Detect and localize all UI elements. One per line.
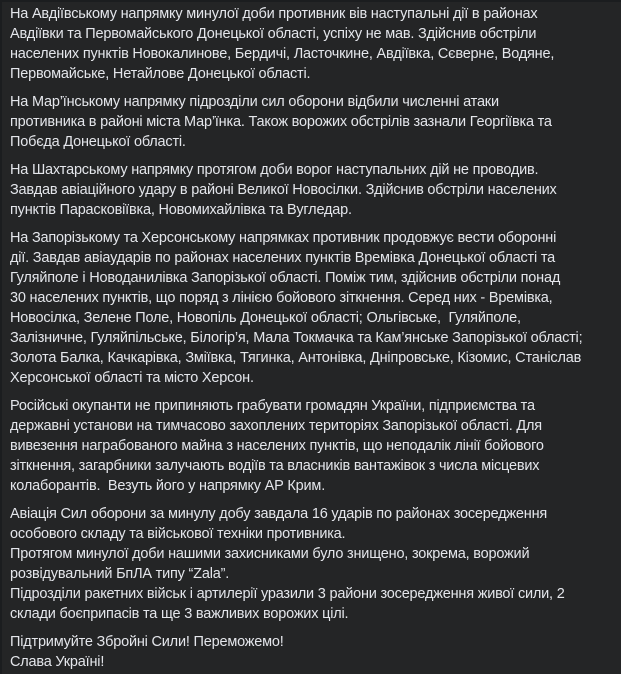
paragraph — [10, 160, 621, 220]
text-line: Залізничне, Гуляйпільське, Білогір’я, Мала Токмачка та Кам’янське Запорізької області; — [10, 330, 583, 346]
text-line: Первомайське, Нетайлове Донецької області. — [10, 66, 311, 82]
text-line: Авдіївки та Первомайського Донецької області, успіху не мав. Здійснив обстріли — [10, 26, 537, 42]
text-line: населених пунктів Новокалинове, Бердичі, Ласточкине, Авдіївка, Сєверне, Водяне, — [10, 46, 555, 62]
text-line: противника в районі міста Мар’їнка. Також ворожих обстрілів зазнали Георгіївка та — [10, 114, 552, 130]
text-line: Підрозділи ракетних військ і артилерії уразили 3 райони зосередження живої сили, 2 — [10, 586, 565, 602]
text-line: Підтримуйте Збройні Сили! Переможемо! — [10, 634, 284, 650]
text-line: На Авдіївському напрямку минулої доби противник вів наступальні дії в районах — [10, 6, 538, 22]
paragraph — [10, 504, 621, 624]
paragraph — [10, 4, 621, 84]
text-line: Російські окупанти не припиняють грабувати громадян України, підприємства та — [10, 398, 535, 414]
text-line: На Мар’їнському напрямку підрозділи сил оборони відбили численні атаки — [10, 94, 499, 110]
paragraph — [10, 228, 621, 388]
text-line: Завдав авіаційного удару в районі Великої Новосілки. Здійснив обстріли населених — [10, 182, 557, 198]
paragraph — [10, 396, 621, 496]
text-line: Слава Україні! — [10, 654, 105, 670]
text-line: Золота Балка, Качкарівка, Зміївка, Тягинка, Антонівка, Дніпровське, Кізомис, Станіслав — [10, 350, 582, 366]
paragraph — [10, 632, 621, 672]
text-line: Протягом минулої доби нашими захисниками було знищено, зокрема, ворожий — [10, 546, 530, 562]
text-line: колаборантів. Везуть його у напрямку АР Крим. — [10, 478, 326, 494]
text-line: розвідувальний БпЛА типу “Zala”. — [10, 566, 230, 582]
text-line: державні установи на тимчасово захоплених територіях Запорізької області. Для — [10, 418, 542, 434]
text-line: дії. Завдав авіаударів по районах населених пунктів Времівка Донецької області та — [10, 250, 555, 266]
paragraph — [10, 92, 621, 152]
text-line: особового складу та військової техніки противника. — [10, 526, 346, 542]
text-line: Гуляйполе і Новоданилівка Запорізької області. Поміж тим, здійснив обстріли понад — [10, 270, 561, 286]
text-line: зіткнення, загарбники залучають водіїв та власників вантажівок з числа місцевих — [10, 458, 540, 474]
text-line: пунктів Парасковіївка, Новомихайлівка та Вугледар. — [10, 202, 352, 218]
text-line: Побєда Донецької області. — [10, 134, 186, 150]
text-line: Авіація Сил оборони за минулу добу завдала 16 ударів по районах зосередження — [10, 506, 548, 522]
text-line: склади боєприпасів та ще 3 важливих ворожих цілі. — [10, 606, 349, 622]
text-line: вивезення награбованого майна з населених пунктів, що неподалік лінії бойового — [10, 438, 544, 454]
text-line: Херсонської області та місто Херсон. — [10, 370, 254, 386]
text-line: Новосілка, Зелене Поле, Новопіль Донецької області; Ольгівське, Гуляйполе, — [10, 310, 521, 326]
text-line: На Запорізькому та Херсонському напрямках противник продовжує вести оборонні — [10, 230, 557, 246]
text-line: На Шахтарському напрямку протягом доби ворог наступальних дій не проводив. — [10, 162, 539, 178]
text-line: 30 населених пунктів, що поряд з лінією бойового зіткнення. Серед них - Времівка, — [10, 290, 553, 306]
